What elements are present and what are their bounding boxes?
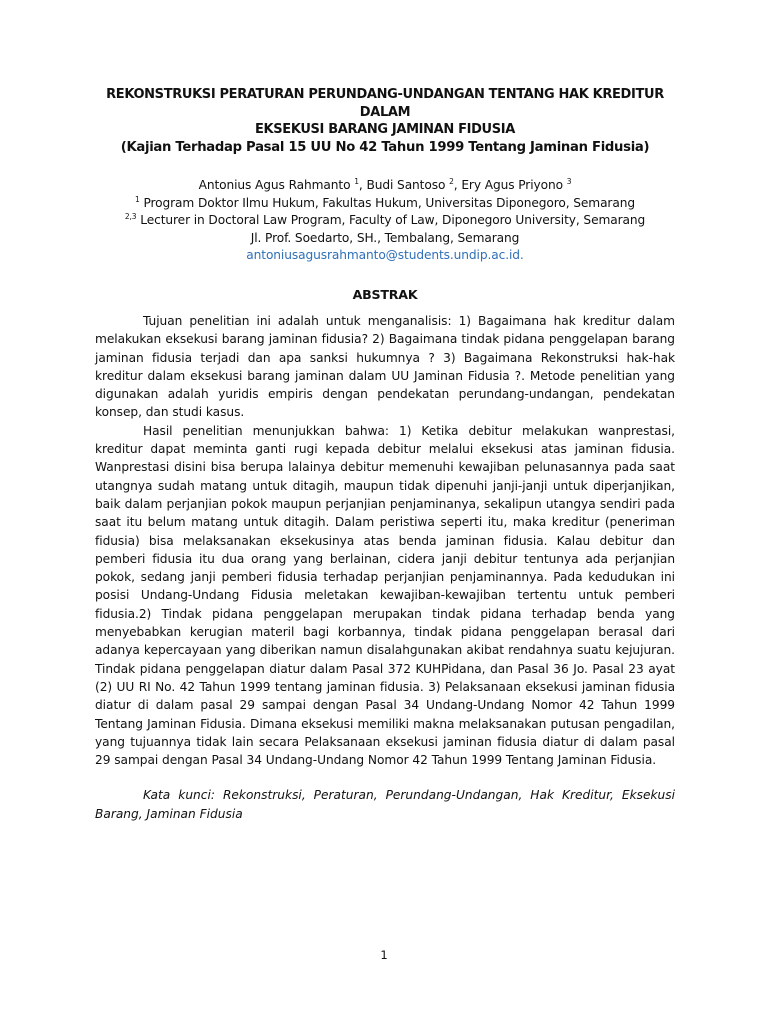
keywords: Kata kunci: Rekonstruksi, Peraturan, Perundang-Undangan, Hak Kreditur, Eksekusi Barang, Jaminan Fidusia	[95, 788, 675, 821]
abstract-heading: ABSTRAK	[352, 286, 418, 302]
affiliation-1-superscript: 1	[135, 194, 140, 204]
author-1-name: Antonius Agus Rahmanto	[198, 178, 351, 192]
author-email-link[interactable]: antoniusagusrahmanto@students.undip.ac.id.	[246, 248, 524, 263]
affiliation-2-text: Lecturer in Doctoral Law Program, Faculty of Law, Diponegoro University, Semarang	[140, 213, 646, 228]
abstract-paragraph-2: Hasil penelitian menunjukkan bahwa: 1) Ketika debitur melakukan wanprestasi, kreditur dapat meminta ganti rugi kepada debitur melalui eksekusi atas jaminan fidusia. Wanprestasi disini bisa berupa lalainya debitur memenuhi kewajiban pelunasannya pada saat utangnya sudah matang untuk ditagih, maupun tidak dipenuhi janji-janji untuk diperjanjikan, baik dalam perjanjian pokok maupun perjanjian penjaminanya, sekalipun utangya sendiri pada saat itu belum matang untuk ditagih. Dalam peristiwa seperti itu, maka kreditur (peneriman fidusia) bisa melaksanakan eksekusinya atas benda jaminan fidusia. Kalau debitur dan pemberi fidusia itu dua orang yang berlainan, cidera janji debitur tentunya ada perjanjian pokok, sedang janji pemberi fidusia terhadap perjanjian penjaminannya. Pada kedudukan ini posisi Undang-Undang Fidusia meletakan kewajiban-kewajiban tertentu untuk pemberi fidusia.2) Tindak pidana penggelapan merupakan tindak pidana terhadap benda yang menyebabkan kerugian materil bagi korbannya, tindak pidana penggelapan berasal dari adanya kepercayaan yang diberikan namun disalahgunakan akibat rendahnya suatu kejujuran. Tindak pidana penggelapan diatur dalam Pasal 372 KUHPidana, dan Pasal 36 Jo. Pasal 23 ayat (2) UU RI No. 42 Tahun 1999 tentang jaminan fidusia. 3) Pelaksanaan eksekusi jaminan fidusia diatur di dalam pasal 29 sampai dengan Pasal 34 Undang-Undang Nomor 42 Tahun 1999 Tentang Jaminan Fidusia. Dimana eksekusi memiliki makna melaksanakan putusan pengadilan, yang tujuannya tidak lain secara Pelaksanaan eksekusi jaminan fidusia diatur di dalam pasal 29 sampai dengan Pasal 34 Undang-Undang Nomor 42 Tahun 1999 Tentang Jaminan Fidusia.	[95, 423, 675, 768]
title-line-3: (Kajian Terhadap Pasal 15 UU No 42 Tahun 1999 Tentang Jaminan Fidusia)	[120, 139, 650, 155]
affiliation-2-superscript: 2,3	[124, 212, 137, 222]
title-line-1: REKONSTRUKSI PERATURAN PERUNDANG-UNDANGAN TENTANG HAK KREDITUR DALAM	[106, 87, 664, 120]
abstract-body	[95, 312, 675, 769]
author-1-superscript: 1	[354, 177, 359, 186]
author-2-name: , Budi Santoso	[358, 178, 446, 192]
author-line	[95, 177, 675, 195]
abstract-paragraph-1: Tujuan penelitian ini adalah untuk menganalisis: 1) Bagaimana hak kreditur dalam melakukan eksekusi barang jaminan fidusia? 2) Bagaimana tindak pidana penggelapan barang jaminan fidusia terjadi dan apa sanksi hukumnya ? 3) Bagaimana Rekonstruksi hak-hak kreditur dalam eksekusi barang jaminan dalam UU Jaminan Fidusia ?. Metode penelitian yang digunakan adalah yuridis empiris dengan pendekatan perundang-undangan, pendekatan konsep, dan studi kasus.	[95, 313, 675, 420]
author-2-superscript: 2	[449, 177, 454, 186]
paper-page	[95, 86, 675, 823]
title-line-2: EKSEKUSI BARANG JAMINAN FIDUSIA	[255, 122, 515, 137]
paper-title	[95, 86, 675, 156]
author-3-name: , Ery Agus Priyono	[453, 178, 563, 192]
page-number: 1	[380, 948, 388, 962]
affiliation-2	[95, 212, 675, 230]
author-3-superscript: 3	[566, 177, 572, 186]
authors-block	[95, 177, 675, 265]
affiliation-1-text: Program Doktor Ilmu Hukum, Fakultas Hukum, Universitas Diponegoro, Semarang	[143, 195, 635, 210]
author-address: Jl. Prof. Soedarto, SH., Tembalang, Semarang	[250, 230, 520, 245]
affiliation-1	[95, 195, 675, 213]
